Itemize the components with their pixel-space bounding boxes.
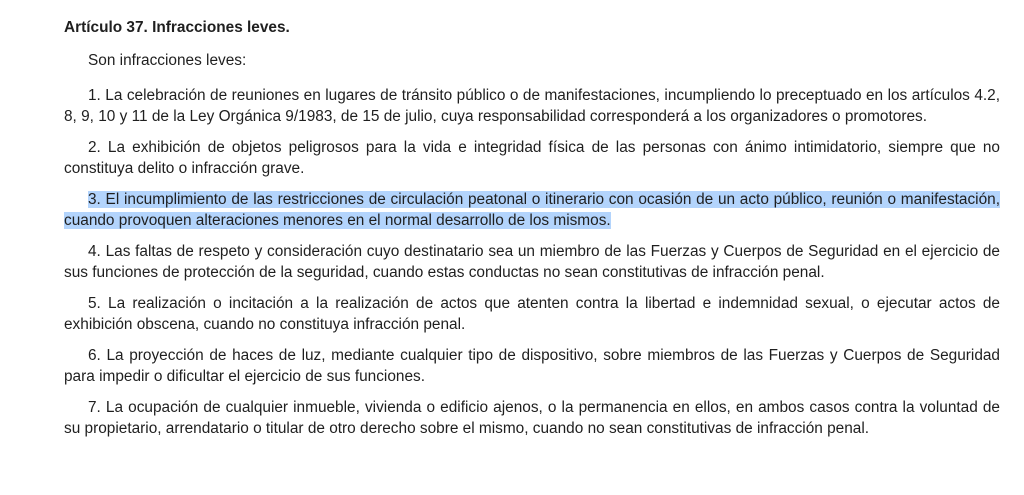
article-intro: Son infracciones leves: — [88, 52, 247, 69]
infraction-item-4[interactable] — [64, 242, 1000, 283]
infraction-item-text: 2. La exhibición de objetos peligrosos para la vida e integridad física de las personas con ánimo intimidatorio, siempre que no constituya delito o infracción grave. — [64, 139, 1000, 177]
infraction-item-text: 1. La celebración de reuniones en lugares de tránsito público o de manifestaciones, incumpliendo lo preceptuado en los artículos 4.2, 8, 9, 10 y 11 de la Ley Orgánica 9/1983, de 15 de julio, cuya responsabilidad corresponderá a los organizadores o promotores. — [64, 87, 1000, 125]
infraction-item-3[interactable] — [64, 190, 1000, 231]
infraction-item-6[interactable] — [64, 346, 1000, 387]
infractions-list — [64, 86, 1000, 439]
infraction-item-5[interactable] — [64, 294, 1000, 335]
article-title: Artículo 37. Infracciones leves. — [64, 19, 290, 36]
infraction-item-text-selected: 3. El incumplimiento de las restricciones de circulación peatonal o itinerario con ocasión de un acto público, reunión o manifestación, cuando provoquen alteraciones menores en el normal desarrollo de los mismos. — [64, 191, 1000, 229]
infraction-item-text: 7. La ocupación de cualquier inmueble, vivienda o edificio ajenos, o la permanencia en ellos, en ambos casos contra la voluntad de su propietario, arrendatario o titular de otro derecho sobre el mismo, cuando no sean constitutivas de infracción penal. — [64, 399, 1000, 437]
infraction-item-1[interactable] — [64, 86, 1000, 127]
infraction-item-text: 5. La realización o incitación a la realización de actos que atenten contra la libertad e indemnidad sexual, o ejecutar actos de exhibición obscena, cuando no constituya infracción penal. — [64, 295, 1000, 333]
infraction-item-2[interactable] — [64, 138, 1000, 179]
infraction-item-7[interactable] — [64, 398, 1000, 439]
infraction-item-text: 6. La proyección de haces de luz, mediante cualquier tipo de dispositivo, sobre miembros de las Fuerzas y Cuerpos de Seguridad para impedir o dificultar el ejercicio de sus funciones. — [64, 347, 1000, 385]
document-page — [64, 18, 1000, 450]
infraction-item-text: 4. Las faltas de respeto y consideración cuyo destinatario sea un miembro de las Fuerzas y Cuerpos de Seguridad en el ejercicio de sus funciones de protección de la seguridad, cuando estas conductas no sean constitutivas de infracción penal. — [64, 243, 1000, 281]
